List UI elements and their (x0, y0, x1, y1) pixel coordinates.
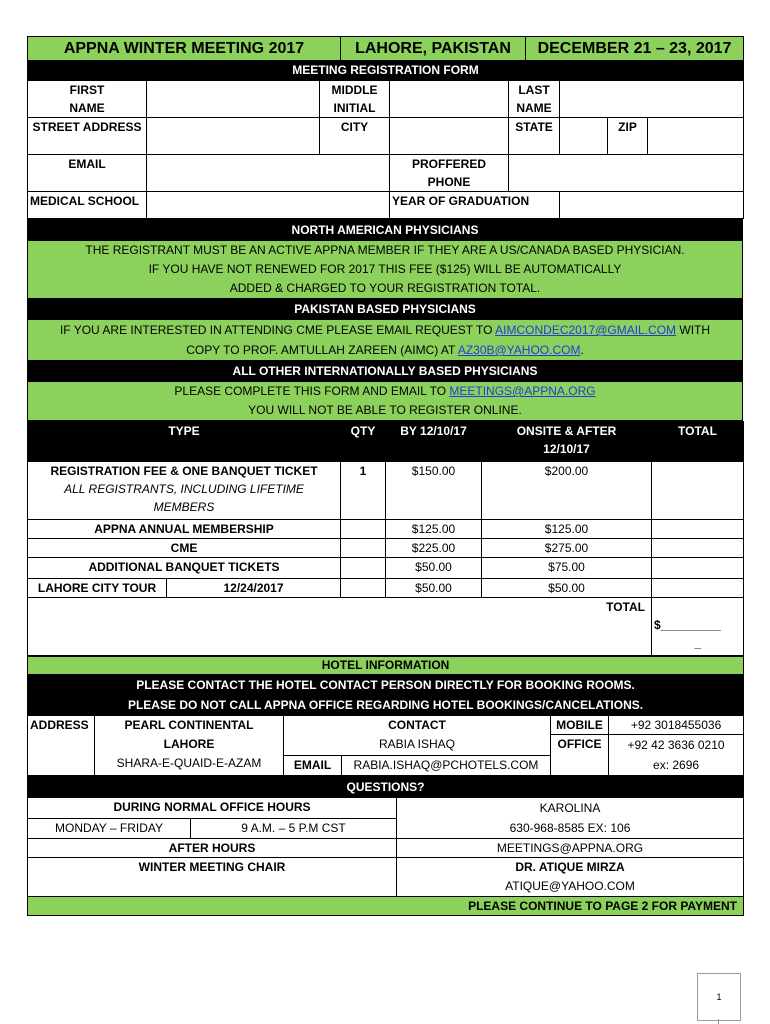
state-field[interactable] (560, 118, 608, 155)
notices-table (27, 219, 743, 421)
table-row (28, 539, 744, 558)
title-table (27, 36, 744, 80)
fee-early: $225.00 (386, 539, 482, 558)
fee-onsite: $50.00 (482, 579, 652, 598)
fee-type: REGISTRATION FEE & ONE BANQUET TICKET ALL REGISTRANTS, INCLUDING LIFETIME MEMBERS (28, 462, 341, 520)
meeting-title: APPNA WINTER MEETING 2017 (28, 37, 341, 61)
fee-onsite: $275.00 (482, 539, 652, 558)
medical-school-field[interactable] (147, 192, 390, 219)
hotel-heading: HOTEL INFORMATION (28, 657, 744, 675)
hotel-email[interactable]: RABIA.ISHAQ@PCHOTELS.COM (342, 756, 551, 776)
table-row (28, 558, 744, 579)
continue-footer: PLEASE CONTINUE TO PAGE 2 FOR PAYMENT (28, 897, 744, 916)
page-number-tick (718, 1019, 719, 1024)
col-total: TOTAL (652, 422, 744, 462)
hotel-table (27, 656, 744, 776)
chair-contact: DR. ATIQUE MIRZA ATIQUE@YAHOO.COM (397, 858, 744, 897)
hotel-email-label: EMAIL (284, 756, 342, 776)
hotel-address-label: ADDRESS (28, 716, 95, 776)
fee-type: CME (28, 539, 341, 558)
fee-qty[interactable]: 1 (341, 462, 386, 520)
table-row (28, 579, 744, 598)
fee-onsite: $200.00 (482, 462, 652, 520)
fee-early: $150.00 (386, 462, 482, 520)
fee-total-field[interactable] (652, 579, 744, 598)
fee-qty[interactable] (341, 579, 386, 598)
middle-initial-label: MIDDLE INITIAL (320, 81, 390, 118)
state-label: STATE (509, 118, 560, 155)
after-hours-label: AFTER HOURS (28, 839, 397, 858)
phone-label: PROFFERED PHONE (390, 155, 509, 192)
north-american-heading: NORTH AMERICAN PHYSICIANS (28, 220, 743, 241)
first-name-field[interactable] (147, 81, 320, 118)
col-onsite: ONSITE & AFTER 12/10/17 (482, 422, 652, 462)
middle-initial-field[interactable] (390, 81, 509, 118)
last-name-field[interactable] (560, 81, 744, 118)
medical-school-label: MEDICAL SCHOOL (28, 192, 147, 219)
hotel-notice: PLEASE CONTACT THE HOTEL CONTACT PERSON DIRECTLY FOR BOOKING ROOMS. PLEASE DO NOT CALL APPNA OFFICE REGARDING HOTEL BOOKINGS/CANCELATIONS. (28, 675, 744, 716)
office-number: +92 42 3636 0210 ex: 2696 (609, 735, 744, 776)
north-american-notice: THE REGISTRANT MUST BE AN ACTIVE APPNA MEMBER IF THEY ARE A US/CANADA BASED PHYSICIAN. IF YOU HAVE NOT RENEWED FOR 2017 THIS FEE ($125) WILL BE AUTOMATICALLY ADDED & CHARGED TO YOUR REGISTRATION TOTAL. (28, 241, 743, 299)
questions-table (27, 776, 744, 916)
last-name-label: LAST NAME (509, 81, 560, 118)
office-contact: KAROLINA 630-968-8585 EX: 106 (397, 798, 744, 839)
fee-total-field[interactable] (652, 539, 744, 558)
table-row (28, 520, 744, 539)
hotel-contact: CONTACT RABIA ISHAQ (284, 716, 551, 756)
pakistan-notice: IF YOU ARE INTERESTED IN ATTENDING CME PLEASE EMAIL REQUEST TO AIMCONDEC2017@GMAIL.COM WITH COPY TO PROF. AMTULLAH ZAREEN (AIMC) AT AZ30B@YAHOO.COM. (28, 320, 743, 361)
email-label: EMAIL (28, 155, 147, 192)
meeting-dates: DECEMBER 21 – 23, 2017 (526, 37, 744, 61)
mobile-number: +92 3018455036 (609, 716, 744, 735)
fee-early: $50.00 (386, 558, 482, 579)
phone-field[interactable] (509, 155, 744, 192)
international-heading: ALL OTHER INTERNATIONALLY BASED PHYSICIANS (28, 361, 743, 382)
city-label: CITY (320, 118, 390, 155)
col-type: TYPE (28, 422, 341, 462)
fee-early: $125.00 (386, 520, 482, 539)
fee-onsite: $125.00 (482, 520, 652, 539)
first-name-label: FIRST NAME (28, 81, 147, 118)
zip-field[interactable] (648, 118, 744, 155)
fee-onsite: $75.00 (482, 558, 652, 579)
meetings-email-link[interactable]: MEETINGS@APPNA.ORG (449, 384, 596, 398)
grand-total-field[interactable]: $_________ _ (652, 598, 744, 656)
fees-table (27, 421, 744, 656)
graduation-year-field[interactable] (560, 192, 744, 219)
hotel-address: PEARL CONTINENTAL LAHORE SHARA-E-QUAID-E-AZAM (95, 716, 284, 776)
col-early: BY 12/10/17 (386, 422, 482, 462)
col-qty: QTY (341, 422, 386, 462)
fee-qty[interactable] (341, 558, 386, 579)
fee-date: 12/24/2017 (167, 579, 341, 598)
city-field[interactable] (390, 118, 509, 155)
table-row (28, 462, 744, 520)
fee-type: APPNA ANNUAL MEMBERSHIP (28, 520, 341, 539)
chair-label: WINTER MEETING CHAIR (28, 858, 397, 897)
fee-early: $50.00 (386, 579, 482, 598)
aimc-email-link[interactable]: AIMCONDEC2017@GMAIL.COM (495, 323, 677, 337)
questions-heading: QUESTIONS? (28, 777, 744, 798)
office-time: 9 A.M. – 5 P.M CST (191, 818, 397, 839)
international-notice: PLEASE COMPLETE THIS FORM AND EMAIL TO MEETINGS@APPNA.ORG YOU WILL NOT BE ABLE TO REGISTER ONLINE. (28, 382, 743, 421)
office-hours-label: DURING NORMAL OFFICE HOURS (28, 798, 397, 819)
zip-label: ZIP (608, 118, 648, 155)
office-label: OFFICE (551, 735, 609, 776)
graduation-year-label: YEAR OF GRADUATION (390, 192, 560, 219)
fee-total-field[interactable] (652, 520, 744, 539)
pakistan-heading: PAKISTAN BASED PHYSICIANS (28, 299, 743, 320)
personal-info-table (27, 80, 744, 219)
fee-qty[interactable] (341, 520, 386, 539)
form-title: MEETING REGISTRATION FORM (28, 61, 744, 80)
fee-qty[interactable] (341, 539, 386, 558)
street-address-field[interactable] (147, 118, 320, 155)
page-number: 1 (697, 973, 741, 1021)
fee-total-field[interactable] (652, 558, 744, 579)
office-days: MONDAY – FRIDAY (28, 818, 191, 839)
fee-type: ADDITIONAL BANQUET TICKETS (28, 558, 341, 579)
street-address-label: STREET ADDRESS (28, 118, 147, 155)
grand-total-label: TOTAL (28, 598, 652, 656)
meeting-location: LAHORE, PAKISTAN (341, 37, 526, 61)
fee-type: LAHORE CITY TOUR (28, 579, 167, 598)
email-field[interactable] (147, 155, 390, 192)
after-hours-email[interactable]: MEETINGS@APPNA.ORG (397, 839, 744, 858)
zareen-email-link[interactable]: AZ30B@YAHOO.COM (457, 343, 581, 357)
mobile-label: MOBILE (551, 716, 609, 735)
registration-form (27, 36, 743, 916)
fee-total-field[interactable] (652, 462, 744, 520)
